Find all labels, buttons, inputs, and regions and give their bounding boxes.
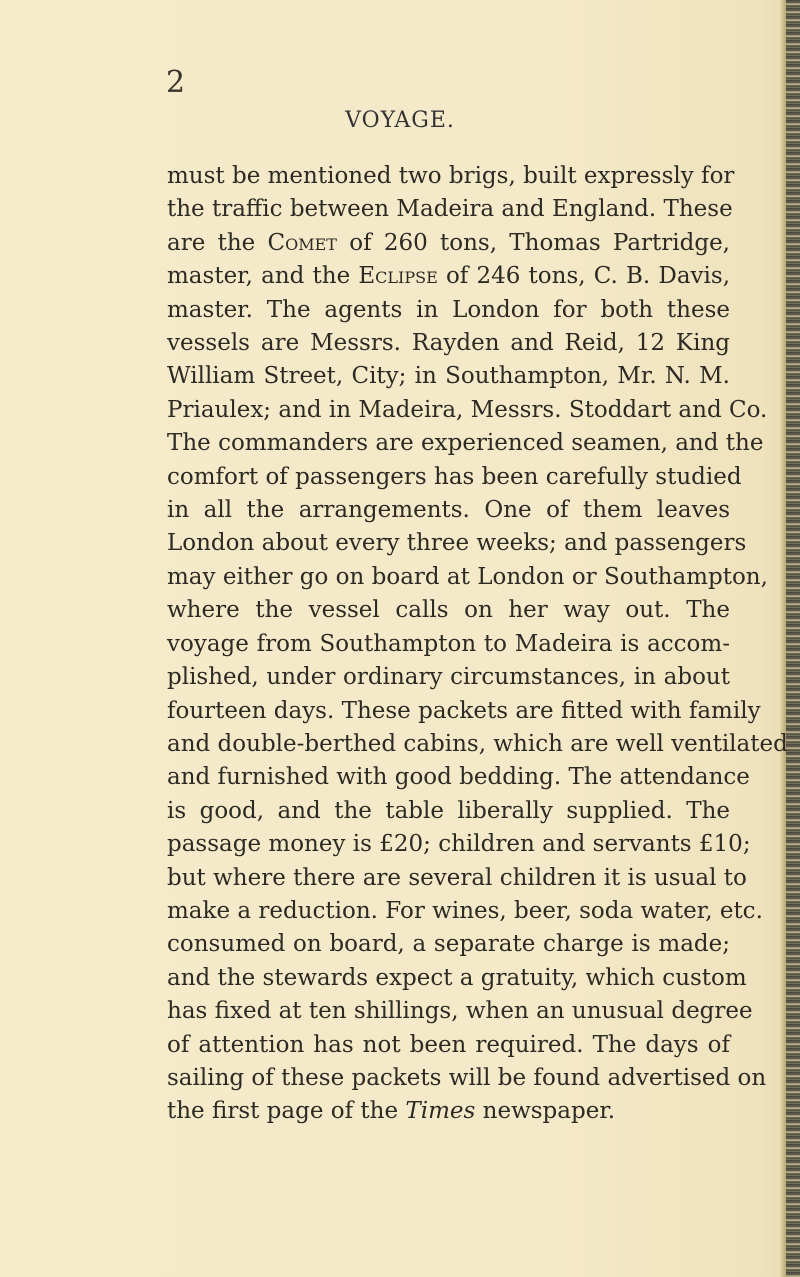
text-line bbox=[167, 928, 730, 961]
text-segment: voyage from Southampton to Madeira is accom- bbox=[167, 630, 730, 657]
text-segment: master, and the bbox=[167, 263, 359, 290]
text-line bbox=[167, 1029, 730, 1062]
text-segment: but where there are several children it is usual to bbox=[167, 864, 747, 891]
text-line bbox=[167, 828, 751, 861]
text-segment: is good, and the table liberally supplied. The bbox=[167, 797, 730, 824]
text-segment: of 246 tons, C. B. Davis, bbox=[437, 263, 730, 290]
text-line bbox=[167, 193, 733, 226]
text-segment: and furnished with good bedding. The attendance bbox=[167, 764, 750, 791]
text-segment: passage money is £20; children and servants £10; bbox=[167, 831, 751, 858]
text-line bbox=[167, 628, 730, 661]
text-line bbox=[167, 761, 750, 794]
text-segment: are the bbox=[167, 229, 268, 256]
text-segment: Eclipse bbox=[358, 263, 438, 290]
text-segment: plished, under ordinary circumstances, in about bbox=[167, 664, 730, 691]
text-segment: of 260 tons, Thomas Partridge, bbox=[336, 229, 730, 256]
body-text bbox=[167, 160, 788, 1129]
text-segment: sailing of these packets will be found advertised on bbox=[167, 1064, 767, 1091]
page-edge bbox=[786, 0, 800, 1277]
text-segment: the first page of the bbox=[167, 1098, 406, 1125]
text-segment: of attention has not been required. The days of bbox=[167, 1031, 730, 1058]
text-segment: Times bbox=[405, 1098, 476, 1125]
text-line bbox=[167, 862, 747, 895]
text-segment: has fixed at ten shillings, when an unusual degree bbox=[167, 998, 753, 1025]
text-line bbox=[167, 260, 730, 293]
text-line bbox=[167, 1062, 767, 1095]
text-line bbox=[167, 895, 763, 928]
text-segment: in all the arrangements. One of them leaves bbox=[167, 497, 730, 524]
text-segment: and double-berthed cabins, which are well ventilated bbox=[167, 730, 788, 757]
text-segment: The commanders are experienced seamen, and the bbox=[167, 430, 764, 457]
text-line bbox=[167, 461, 742, 494]
text-segment: where the vessel calls on her way out. The bbox=[167, 597, 730, 624]
text-segment: master. The agents in London for both these bbox=[167, 296, 730, 323]
text-segment: London about every three weeks; and passengers bbox=[167, 530, 747, 557]
text-line bbox=[167, 294, 730, 327]
text-line bbox=[167, 427, 764, 460]
text-segment: and the stewards expect a gratuity, which custom bbox=[167, 964, 747, 991]
text-line bbox=[167, 394, 768, 427]
text-line bbox=[167, 962, 747, 995]
text-line bbox=[167, 160, 735, 193]
text-line bbox=[167, 227, 730, 260]
text-segment: make a reduction. For wines, beer, soda water, etc. bbox=[167, 897, 763, 924]
text-segment: Priaulex; and in Madeira, Messrs. Stoddart and Co. bbox=[167, 396, 768, 423]
text-segment: William Street, City; in Southampton, Mr. N. M. bbox=[167, 363, 730, 390]
text-line bbox=[167, 695, 761, 728]
text-line bbox=[167, 728, 788, 761]
text-segment: newspaper. bbox=[475, 1098, 616, 1125]
text-line bbox=[167, 661, 730, 694]
text-segment: the traffic between Madeira and England. These bbox=[167, 196, 733, 223]
text-line bbox=[167, 594, 730, 627]
text-segment: consumed on board, a separate charge is made; bbox=[167, 931, 730, 958]
text-segment: must be mentioned two brigs, built expressly for bbox=[167, 163, 735, 189]
text-segment: comfort of passengers has been carefully studied bbox=[167, 463, 742, 490]
text-segment: Comet bbox=[267, 229, 337, 256]
text-line bbox=[167, 561, 768, 594]
text-segment: vessels are Messrs. Rayden and Reid, 12 King bbox=[167, 330, 730, 357]
text-line bbox=[167, 795, 730, 828]
text-segment: fourteen days. These packets are fitted with family bbox=[167, 697, 761, 724]
text-line bbox=[167, 494, 730, 527]
text-segment: may either go on board at London or Southampton, bbox=[167, 563, 768, 590]
text-line bbox=[167, 327, 730, 360]
text-line bbox=[167, 1095, 730, 1128]
text-line bbox=[167, 995, 753, 1028]
text-line bbox=[167, 527, 747, 560]
text-line bbox=[167, 360, 730, 393]
running-head: VOYAGE. bbox=[345, 108, 455, 133]
page-number: 2 bbox=[166, 65, 186, 100]
